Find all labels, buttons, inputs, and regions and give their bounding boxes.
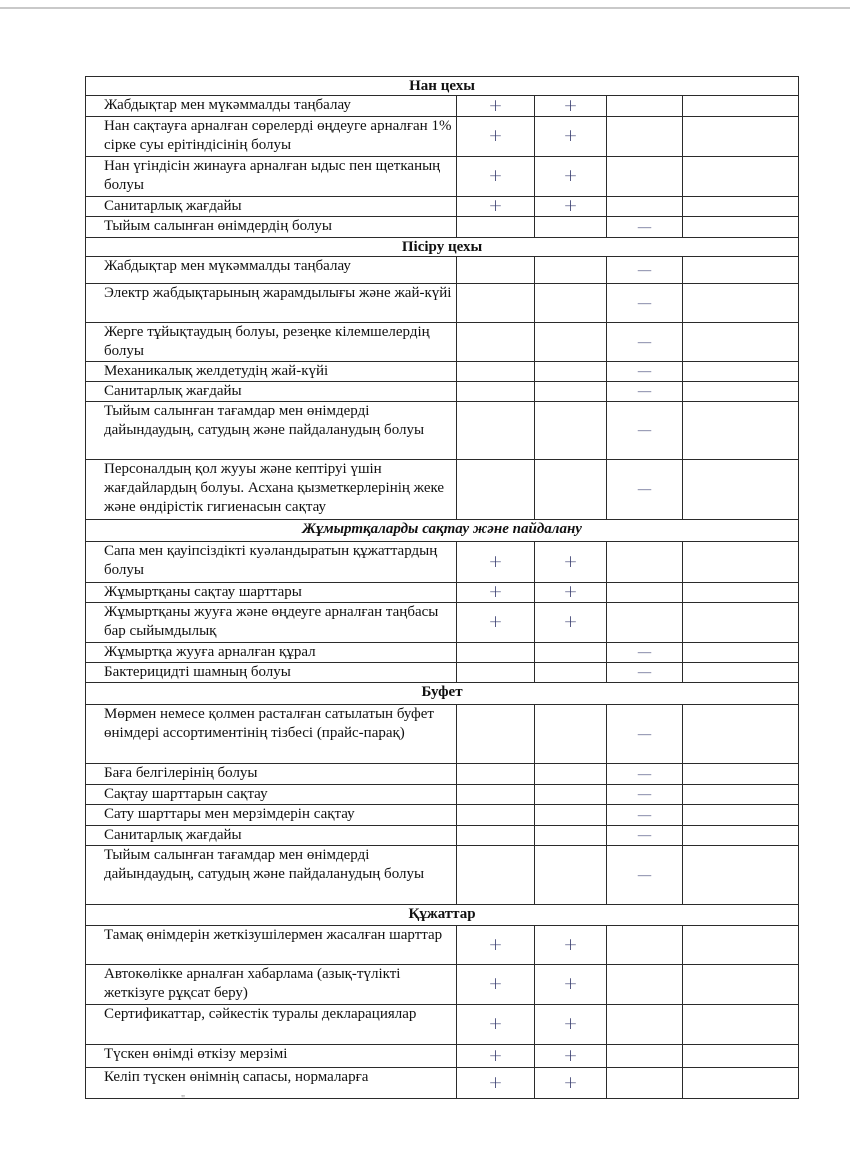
checklist-row [86,805,799,826]
section-title: Құжаттар [86,905,799,926]
handwritten-plus-mark [535,785,607,805]
handwritten-plus-mark: + [457,117,535,157]
handwritten-plus-mark [457,785,535,805]
empty-cell [683,764,799,785]
handwritten-plus-mark [457,257,535,284]
empty-cell [683,846,799,905]
empty-cell [683,826,799,846]
criterion-text: Механикалық желдетудің жай-күйі [86,362,457,382]
criterion-text: Тыйым салынған тағамдар мен өнімдерді дайындаудың, сатудың және пайдаланудың болуы [86,402,457,460]
criterion-text: Сертификаттар, сәйкестік туралы декларациялар [86,1005,457,1045]
empty-cell [683,96,799,117]
handwritten-plus-mark [457,826,535,846]
handwritten-dash-mark [607,603,683,643]
section-header [86,905,799,926]
handwritten-dash-mark [607,965,683,1005]
handwritten-dash-mark: — [607,643,683,663]
criterion-text: Сапа мен қауіпсіздікті куәландыратын құжаттардың болуы [86,542,457,583]
handwritten-plus-mark: + [535,583,607,603]
handwritten-dash-mark: — [607,284,683,323]
handwritten-dash-mark: — [607,460,683,520]
handwritten-plus-mark [457,217,535,238]
handwritten-plus-mark: + [535,965,607,1005]
inspection-checklist-table [85,76,799,1099]
handwritten-plus-mark [535,663,607,683]
handwritten-dash-mark: — [607,846,683,905]
checklist-row [86,1005,799,1045]
criterion-text: Нан үгіндісін жинауға арналған ыдыс пен щетканың болуы [86,157,457,197]
empty-cell [683,362,799,382]
empty-cell [683,323,799,362]
handwritten-dash-mark: — [607,663,683,683]
empty-cell [683,197,799,217]
handwritten-plus-mark [457,764,535,785]
empty-cell [683,1045,799,1068]
handwritten-plus-mark: + [535,197,607,217]
checklist-row [86,257,799,284]
criterion-text: Тамақ өнімдерін жеткізушілермен жасалған шарттар [86,926,457,965]
section-title: Пісіру цехы [86,238,799,257]
handwritten-dash-mark [607,542,683,583]
handwritten-dash-mark [607,1045,683,1068]
section-title: Жұмыртқаларды сақтау және пайдалану [86,520,799,542]
handwritten-plus-mark [535,643,607,663]
criterion-text: Санитарлық жағдайы [86,826,457,846]
empty-cell [683,1005,799,1045]
criterion-text: Персоналдың қол жууы және кептіруі үшін жағдайлардың болуы. Асхана қызметкерлерінің жеке және өндірістік гигиенасын сақтау [86,460,457,520]
handwritten-dash-mark: — [607,805,683,826]
criterion-text: Нан сақтауға арналған сөрелерді өңдеуге арналған 1% сірке суы ерітіндісінің болуы [86,117,457,157]
handwritten-plus-mark: + [535,926,607,965]
handwritten-dash-mark: — [607,705,683,764]
handwritten-plus-mark [535,846,607,905]
criterion-text: Тыйым салынған тағамдар мен өнімдерді дайындаудың, сатудың және пайдаланудың болуы [86,846,457,905]
handwritten-dash-mark [607,1005,683,1045]
scan-edge-line [0,7,850,9]
empty-cell [683,965,799,1005]
handwritten-plus-mark [535,382,607,402]
handwritten-plus-mark [535,402,607,460]
handwritten-dash-mark: — [607,826,683,846]
empty-cell [683,926,799,965]
checklist-row [86,764,799,785]
checklist-row [86,1068,799,1099]
checklist-row [86,663,799,683]
handwritten-dash-mark: — [607,362,683,382]
handwritten-dash-mark [607,926,683,965]
handwritten-plus-mark [457,663,535,683]
empty-cell [683,805,799,826]
handwritten-dash-mark: — [607,785,683,805]
criterion-text: Сақтау шарттарын сақтау [86,785,457,805]
checklist-row [86,197,799,217]
handwritten-plus-mark: + [535,603,607,643]
checklist-row [86,382,799,402]
handwritten-dash-mark: — [607,323,683,362]
handwritten-dash-mark [607,157,683,197]
criterion-text: Тыйым салынған өнімдердің болуы [86,217,457,238]
checklist-row [86,362,799,382]
empty-cell [683,284,799,323]
handwritten-plus-mark [535,826,607,846]
handwritten-plus-mark: + [535,542,607,583]
section-header [86,683,799,705]
handwritten-plus-mark [535,362,607,382]
handwritten-plus-mark [457,705,535,764]
criterion-text: Жабдықтар мен мүкәммалды таңбалау [86,257,457,284]
handwritten-plus-mark: + [457,197,535,217]
checklist-row [86,785,799,805]
handwritten-dash-mark [607,197,683,217]
handwritten-plus-mark: + [457,1045,535,1068]
checklist-row [86,96,799,117]
handwritten-plus-mark: + [535,1068,607,1099]
checklist-row [86,583,799,603]
handwritten-dash-mark: — [607,764,683,785]
handwritten-plus-mark [457,460,535,520]
checklist-row [86,643,799,663]
criterion-text: Мөрмен немесе қолмен расталған сатылатын буфет өнімдері ассортиментінің тізбесі (прайс-парақ) [86,705,457,764]
criterion-text: Сату шарттары мен мерзімдерін сақтау [86,805,457,826]
handwritten-dash-mark: — [607,382,683,402]
handwritten-plus-mark [457,643,535,663]
criterion-text: Жұмыртқа жууға арналған құрал [86,643,457,663]
scan-speck: " [181,1094,186,1105]
handwritten-plus-mark: + [535,1045,607,1068]
empty-cell [683,542,799,583]
empty-cell [683,382,799,402]
checklist-row [86,705,799,764]
checklist-row [86,1045,799,1068]
criterion-text: Бактерицидті шамның болуы [86,663,457,683]
handwritten-plus-mark: + [457,926,535,965]
empty-cell [683,705,799,764]
handwritten-plus-mark [535,284,607,323]
checklist-row [86,826,799,846]
section-header [86,520,799,542]
handwritten-plus-mark [457,362,535,382]
checklist-row [86,846,799,905]
handwritten-plus-mark [457,402,535,460]
handwritten-plus-mark: + [535,117,607,157]
criterion-text: Автокөлікке арналған хабарлама (азық-түлікті жеткізуге рұқсат беру) [86,965,457,1005]
empty-cell [683,402,799,460]
checklist-row [86,157,799,197]
handwritten-plus-mark: + [457,603,535,643]
section-header [86,77,799,96]
handwritten-plus-mark [457,382,535,402]
handwritten-plus-mark [535,257,607,284]
checklist-row [86,460,799,520]
criterion-text: Санитарлық жағдайы [86,197,457,217]
empty-cell [683,663,799,683]
checklist-row [86,603,799,643]
section-title: Нан цехы [86,77,799,96]
criterion-text: Электр жабдықтарының жарамдылығы және жай-күйі [86,284,457,323]
handwritten-plus-mark: + [535,1005,607,1045]
handwritten-plus-mark: + [457,1068,535,1099]
checklist-row [86,117,799,157]
handwritten-plus-mark [457,846,535,905]
checklist-row [86,402,799,460]
empty-cell [683,257,799,284]
handwritten-dash-mark: — [607,217,683,238]
criterion-text: Санитарлық жағдайы [86,382,457,402]
empty-cell [683,583,799,603]
handwritten-dash-mark: — [607,257,683,284]
handwritten-plus-mark: + [457,583,535,603]
handwritten-plus-mark [457,323,535,362]
handwritten-plus-mark [457,284,535,323]
checklist-row [86,965,799,1005]
handwritten-plus-mark [457,805,535,826]
criterion-text: Баға белгілерінің болуы [86,764,457,785]
empty-cell [683,603,799,643]
criterion-text: Түскен өнімді өткізу мерзімі [86,1045,457,1068]
empty-cell [683,643,799,663]
criterion-text: Келіп түскен өнімнің сапасы, нормаларға [86,1068,457,1099]
empty-cell [683,157,799,197]
empty-cell [683,460,799,520]
checklist-row [86,217,799,238]
handwritten-plus-mark [535,805,607,826]
checklist-row [86,323,799,362]
section-header [86,238,799,257]
checklist-row [86,926,799,965]
empty-cell [683,117,799,157]
handwritten-plus-mark [535,323,607,362]
handwritten-plus-mark: + [457,157,535,197]
handwritten-plus-mark [535,705,607,764]
handwritten-dash-mark: — [607,402,683,460]
criterion-text: Жабдықтар мен мүкәммалды таңбалау [86,96,457,117]
handwritten-plus-mark [535,217,607,238]
handwritten-dash-mark [607,96,683,117]
handwritten-plus-mark [535,764,607,785]
handwritten-plus-mark: + [535,96,607,117]
handwritten-plus-mark: + [457,1005,535,1045]
checklist-row [86,284,799,323]
handwritten-plus-mark: + [457,96,535,117]
criterion-text: Жұмыртқаны сақтау шарттары [86,583,457,603]
empty-cell [683,785,799,805]
handwritten-plus-mark: + [535,157,607,197]
criterion-text: Жерге тұйықтаудың болуы, резеңке кілемшелердің болуы [86,323,457,362]
criterion-text: Жұмыртқаны жууға және өңдеуге арналған таңбасы бар сыйымдылық [86,603,457,643]
checklist-row [86,542,799,583]
section-title: Буфет [86,683,799,705]
handwritten-plus-mark [535,460,607,520]
handwritten-dash-mark [607,117,683,157]
handwritten-dash-mark [607,1068,683,1099]
empty-cell [683,217,799,238]
handwritten-dash-mark [607,583,683,603]
handwritten-plus-mark: + [457,965,535,1005]
handwritten-plus-mark: + [457,542,535,583]
empty-cell [683,1068,799,1099]
